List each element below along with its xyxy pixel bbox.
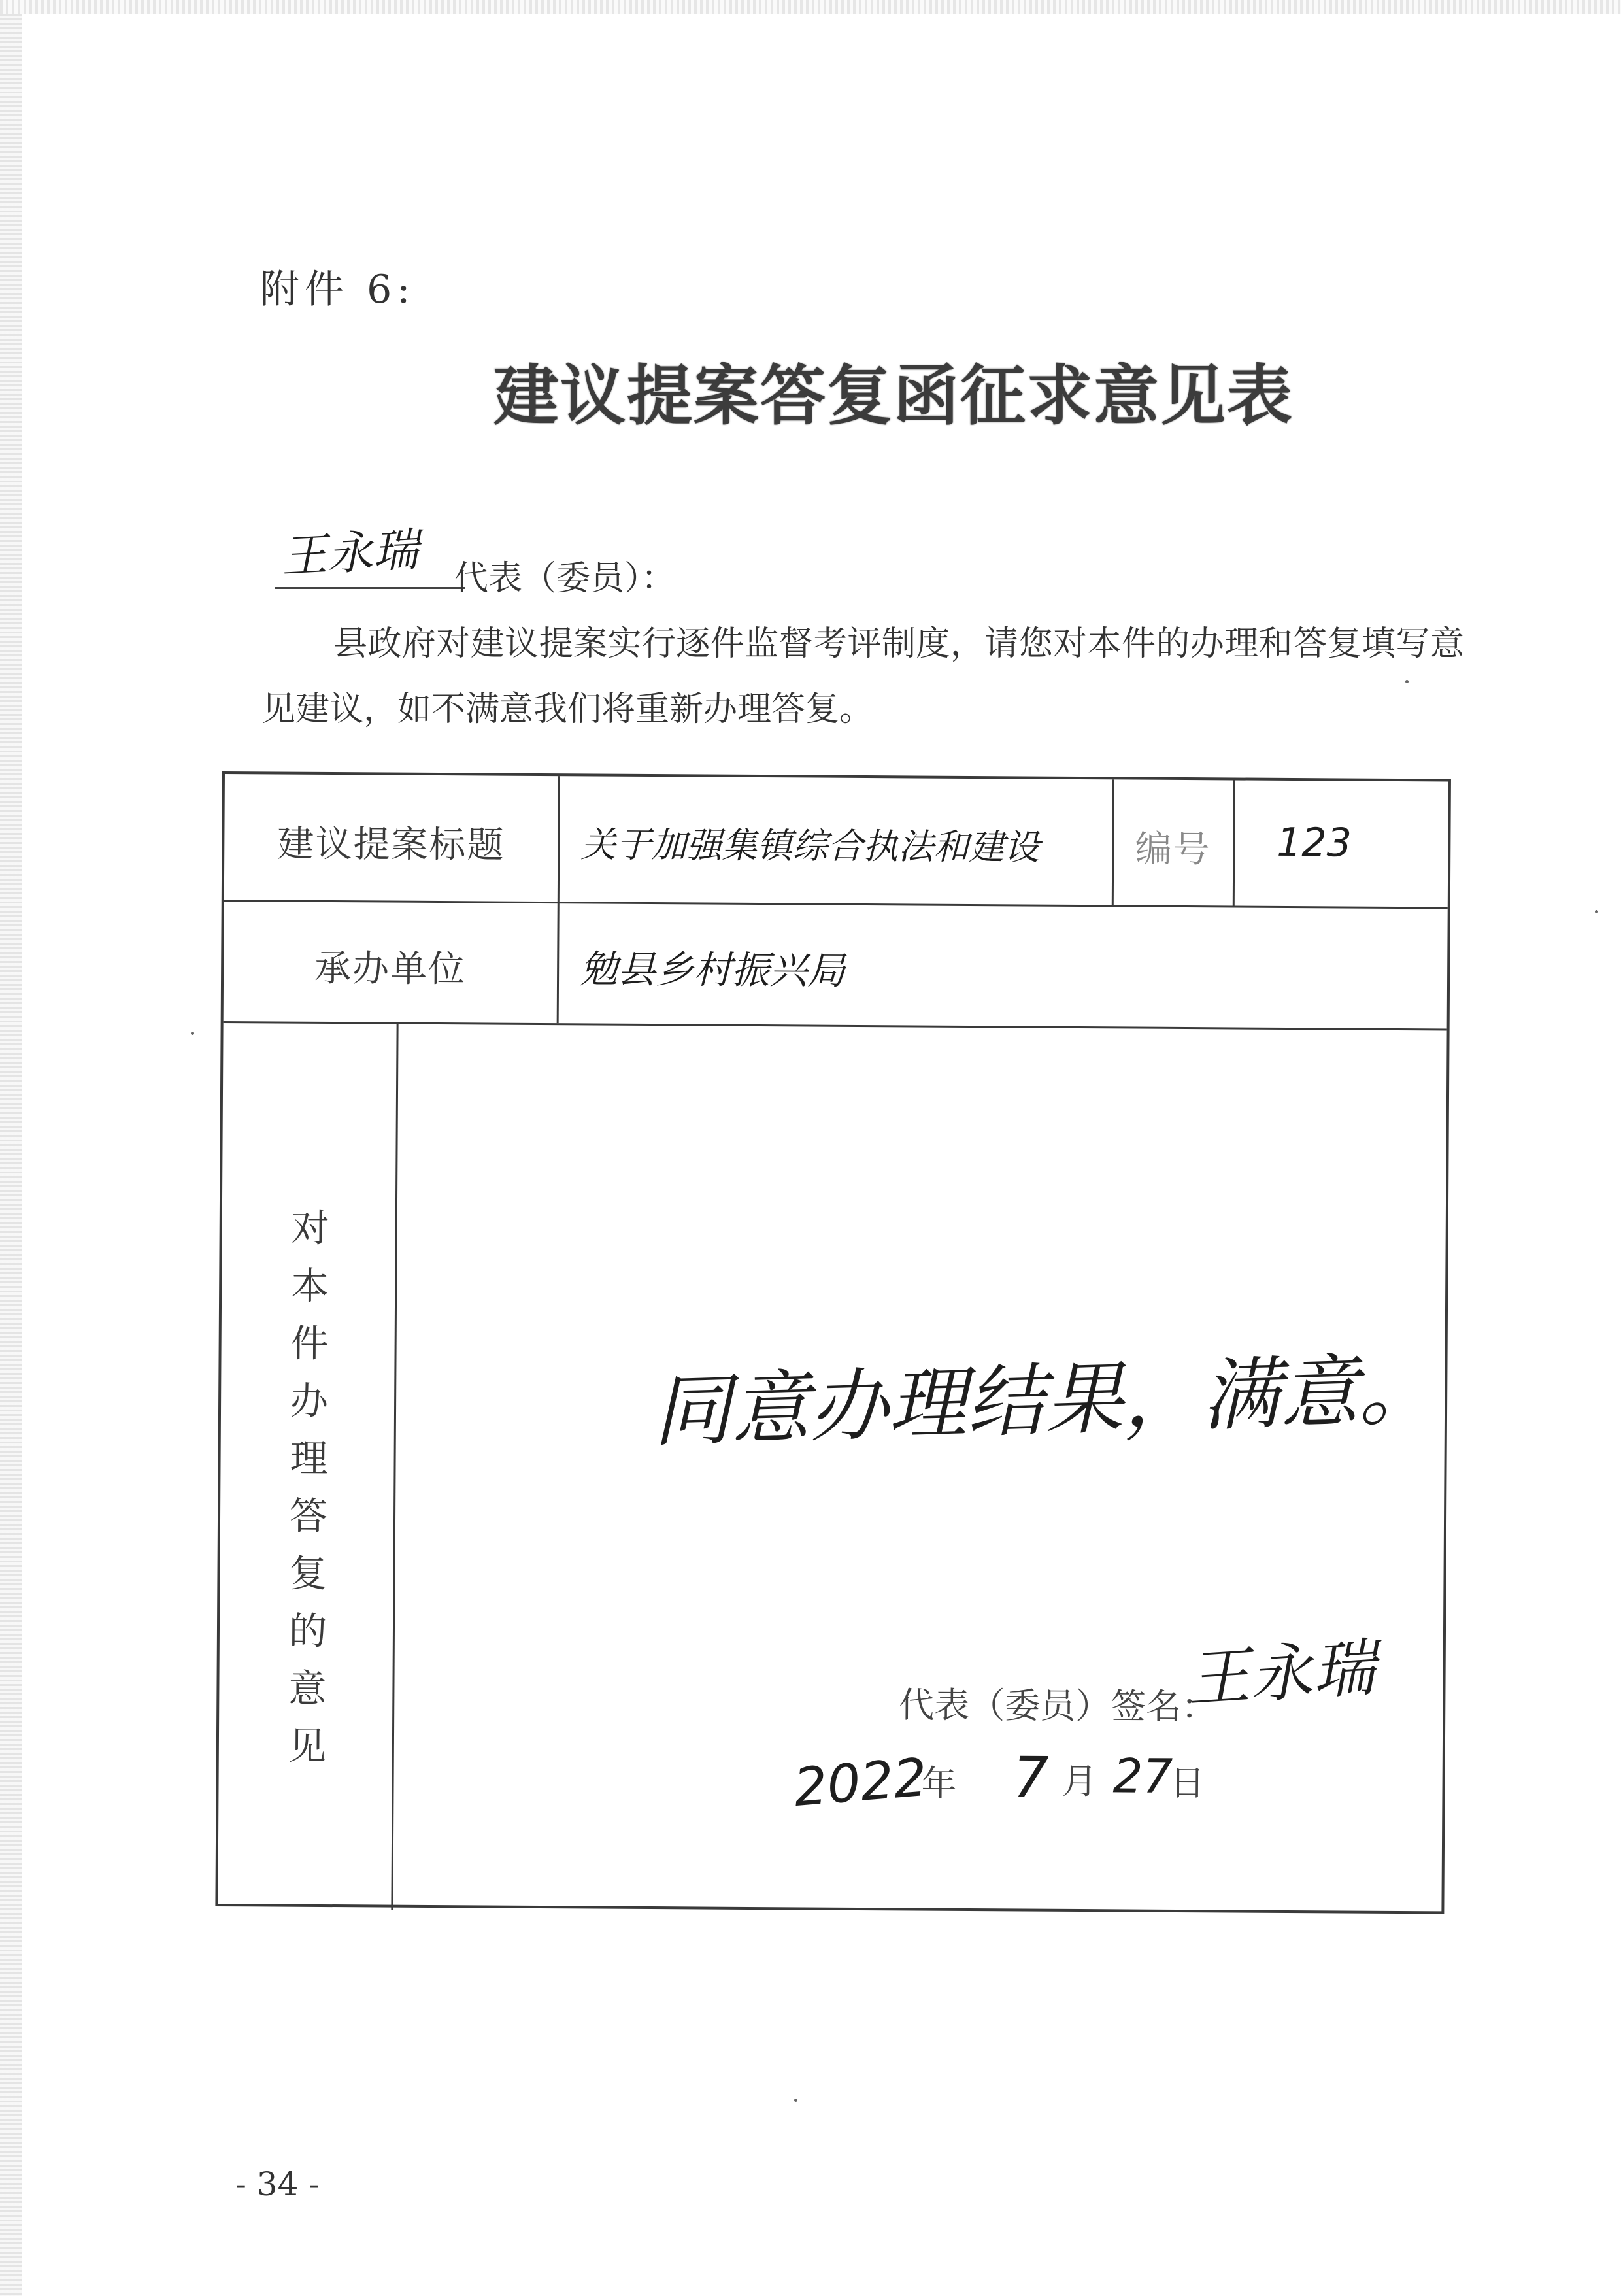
salutation-underline <box>275 587 465 589</box>
handwritten-year: 2022 <box>792 1746 929 1819</box>
opinion-label-char: 理 <box>290 1436 328 1481</box>
opinion-label-char: 件 <box>290 1321 329 1366</box>
scan-edge-artifact <box>0 0 22 2296</box>
opinion-label-char: 办 <box>290 1378 329 1424</box>
handwritten-signature: 王永瑞 <box>1184 1630 1378 1716</box>
opinion-label-char: 答 <box>289 1493 328 1539</box>
row-divider-2 <box>224 1021 1447 1030</box>
salutation <box>275 516 797 598</box>
opinion-label-char: 本 <box>290 1263 329 1309</box>
scan-top-band <box>0 0 1621 14</box>
number-label: 编号 <box>1135 828 1211 871</box>
page-number: - 34 - <box>235 2165 320 2203</box>
opinion-label-char: 对 <box>291 1206 329 1251</box>
signature-label: 代表（委员）签名： <box>899 1684 1217 1728</box>
day-unit: 日 <box>1169 1762 1205 1804</box>
handwritten-opinion: 同意办理结果，满意。 <box>651 1344 1439 1458</box>
handwritten-day: 27 <box>1112 1748 1173 1804</box>
handwritten-month: 7 <box>1012 1745 1049 1811</box>
opinion-label-char: 见 <box>288 1723 327 1768</box>
handwritten-number-value: 123 <box>1277 819 1352 866</box>
scan-speck <box>191 1032 194 1035</box>
attachment-label: 附件 6: <box>260 267 416 312</box>
year-unit: 年 <box>921 1763 957 1804</box>
salutation-suffix: 代表（委员）： <box>454 559 676 598</box>
unit-label: 承办单位 <box>314 947 467 991</box>
document-title: 建议提案答复函征求意见表 <box>493 357 1294 434</box>
opinion-label-char: 复 <box>289 1551 327 1596</box>
scan-speck <box>1595 910 1598 913</box>
opinion-form-table <box>215 771 1451 1914</box>
title-label: 建议提案标题 <box>277 822 505 867</box>
col-divider-number-value <box>1233 780 1235 905</box>
col-divider-opinion <box>391 1022 398 1910</box>
intro-paragraph: 县政府对建议提案实行逐件监督考评制度，请您对本件的办理和答复填写意见建议，如不满意我们将重新办理答复。 <box>261 624 1464 729</box>
handwritten-proposal-title: 关于加强集镇综合执法和建设 <box>580 824 1040 868</box>
col-divider-label <box>557 776 560 1023</box>
opinion-label-char: 意 <box>288 1666 327 1711</box>
month-unit: 月 <box>1061 1760 1097 1802</box>
handwritten-recipient-name: 王永瑞 <box>280 522 420 584</box>
scan-speck <box>1405 680 1409 683</box>
opinion-label-vertical <box>281 1200 337 1775</box>
scan-speck <box>794 2099 797 2102</box>
opinion-label-char: 的 <box>288 1608 327 1654</box>
handwritten-unit-value: 勉县乡村振兴局 <box>579 947 846 993</box>
row-divider-1 <box>224 900 1448 909</box>
